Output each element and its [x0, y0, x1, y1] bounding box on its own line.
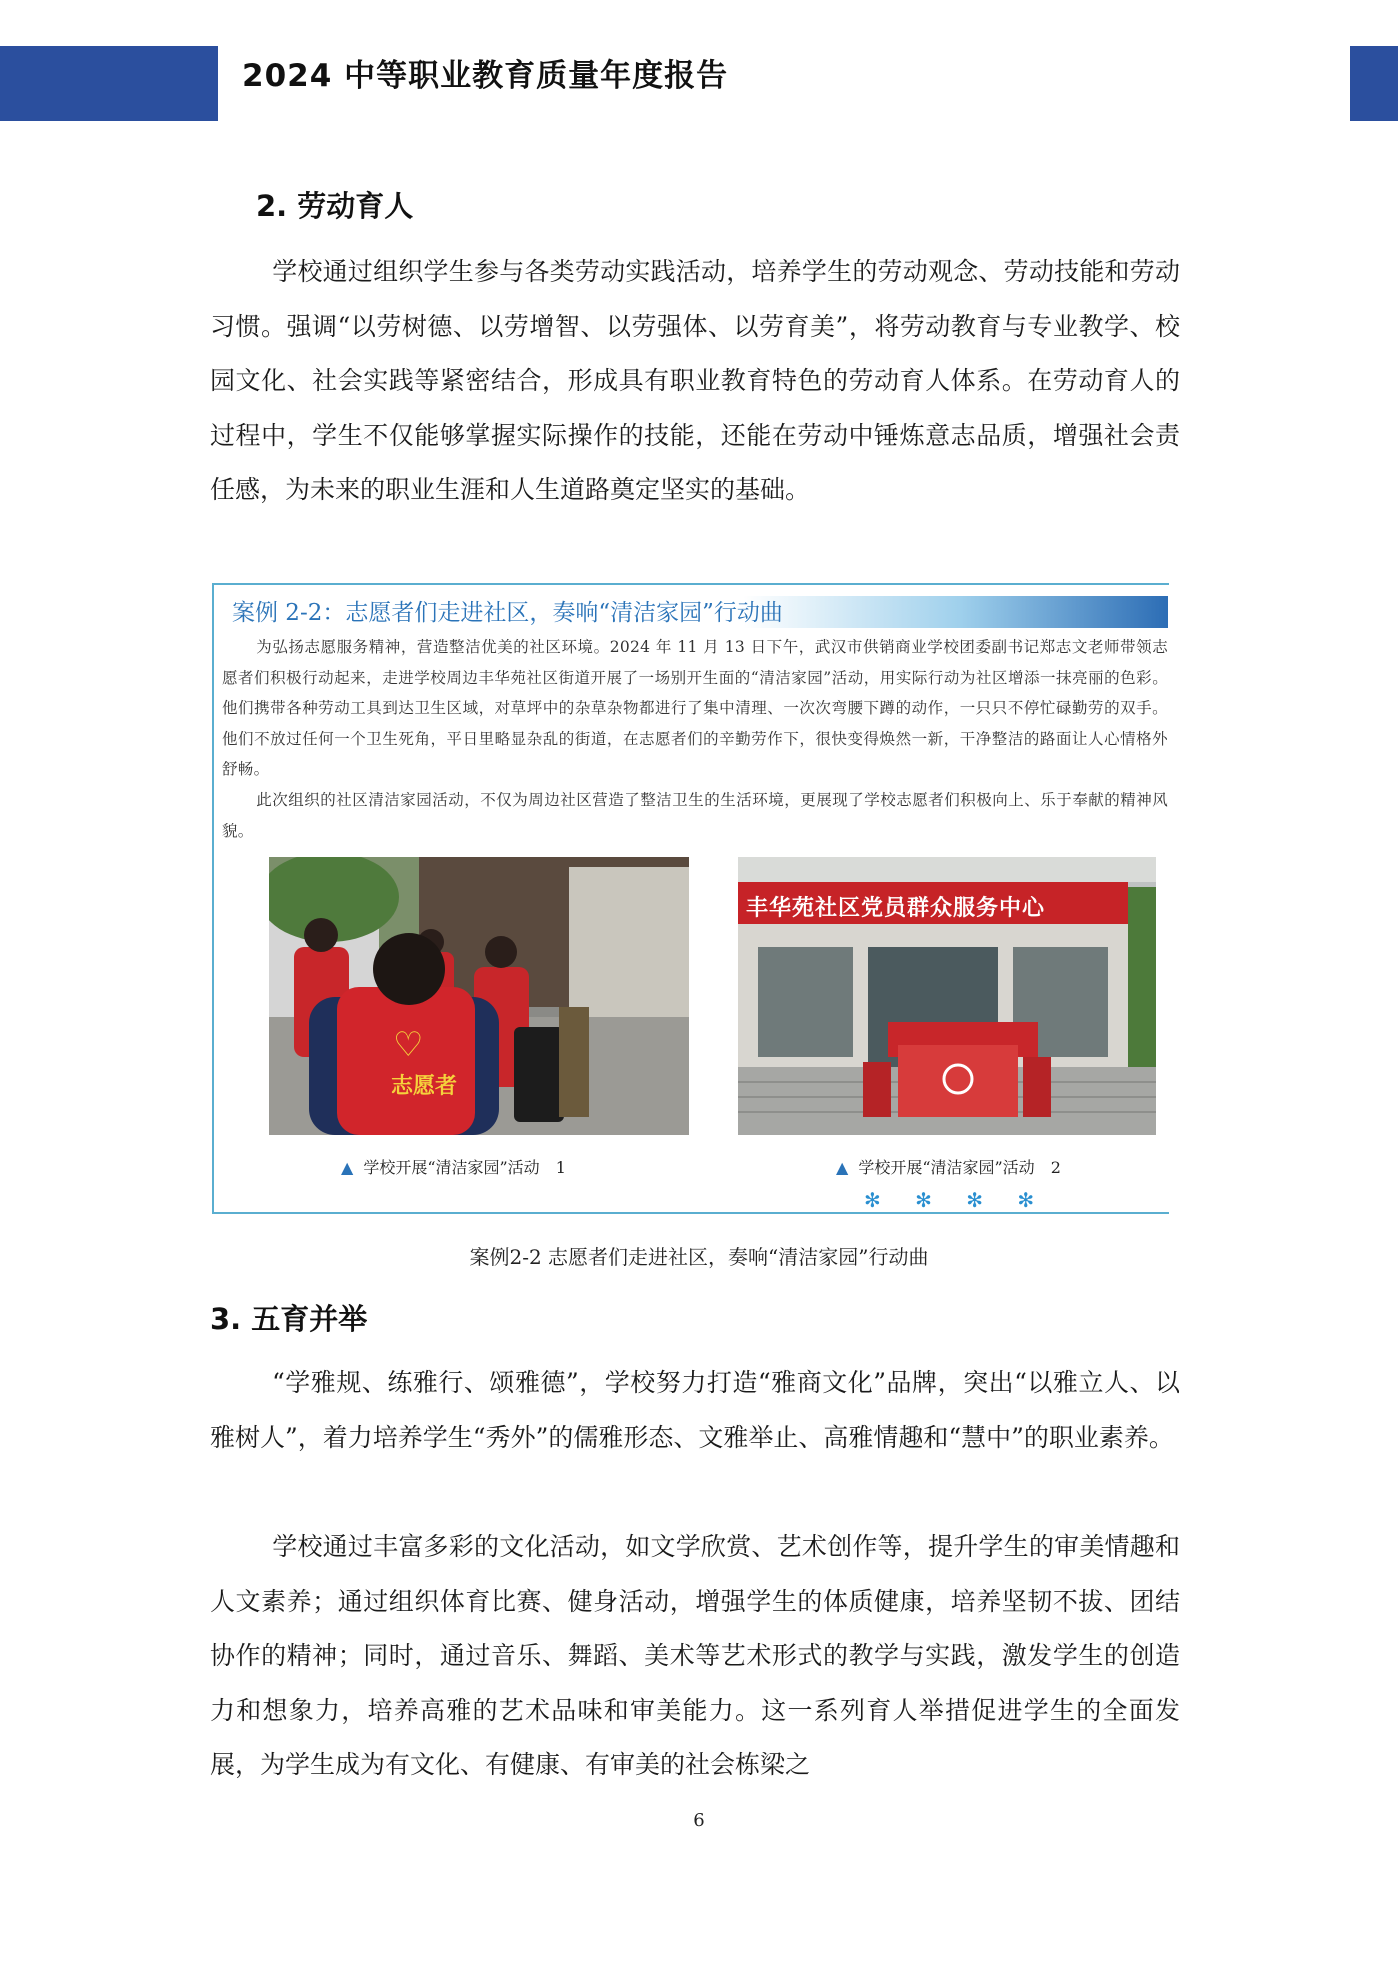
caption-text: 学校开展“清洁家园”活动 [363, 1158, 540, 1177]
section-heading-labor: 2. 劳动育人 [256, 189, 414, 223]
case-title: 案例 2-2：志愿者们走进社区，奏响“清洁家园”行动曲 [232, 600, 783, 626]
triangle-icon: ▲ [341, 1158, 354, 1177]
case-text: 此次组织的社区清洁家园活动，不仅为周边社区营造了整洁卫生的生活环境，更展现了学校志愿者们积极向上、乐于奉献的精神风貌。 [222, 791, 1168, 840]
triangle-icon: ▲ [836, 1158, 849, 1177]
report-title: 2024 中等职业教育质量年度报告 [242, 58, 729, 94]
section-paragraph [210, 245, 1180, 518]
section-heading-five-education: 3. 五育并举 [210, 1302, 368, 1336]
photo-caption-1 [341, 1155, 566, 1178]
paragraph-text: “学雅规、练雅行、颂雅德”，学校努力打造“雅商文化”品牌，突出“以雅立人、以雅树人”，着力培养学生“秀外”的儒雅形态、文雅举止、高雅情趣和“慧中”的职业素养。 [210, 1368, 1180, 1452]
decorative-snowflake-icons: ✻ ✻ ✻ ✻ [864, 1188, 1049, 1212]
section3-paragraph-2 [210, 1520, 1180, 1793]
photo-volunteers-cleaning [269, 857, 689, 1135]
vest-text: 志愿者 [391, 1073, 458, 1099]
paragraph-text: 学校通过组织学生参与各类劳动实践活动，培养学生的劳动观念、劳动技能和劳动习惯。强调“以劳树德、以劳增智、以劳强体、以劳育美”，将劳动教育与专业教学、校园文化、社会实践等紧密结合，形成具有职业教育特色的劳动育人体系。在劳动育人的过程中，学生不仅能够掌握实际操作的技能，还能在劳动中锤炼意志品质，增强社会责任感，为未来的职业生涯和人生道路奠定坚实的基础。 [210, 257, 1180, 504]
case-text: 为弘扬志愿服务精神，营造整洁优美的社区环境。2024 年 11 月 13 日下午，武汉市供销商业学校团委副书记郑志文老师带领志愿者们积极行动起来，走进学校周边丰华苑社区街道开展了一场别开生面的“清洁家园”活动，用实际行动为社区增添一抹亮丽的色彩。他们携带各种劳动工具到达卫生区域，对草坪中的杂草杂物都进行了集中清理、一次次弯腰下蹲的动作，一只只不停忙碌勤劳的双手。他们不放过任何一个卫生死角，平日里略显杂乱的街道，在志愿者们的辛勤劳作下，很快变得焕然一新，干净整洁的路面让人心情格外舒畅。 [222, 638, 1168, 778]
case-paragraph-1 [222, 632, 1168, 785]
paragraph-text: 学校通过丰富多彩的文化活动，如文学欣赏、艺术创作等，提升学生的审美情趣和人文素养；通过组织体育比赛、健身活动，增强学生的体质健康，培养坚韧不拔、团结协作的精神；同时，通过音乐、舞蹈、美术等艺术形式的教学与实践，激发学生的创造力和想象力，培养高雅的艺术品味和审美能力。这一系列育人举措促进学生的全面发展，为学生成为有文化、有健康、有审美的社会栋梁之 [210, 1532, 1180, 1779]
figure-caption: 案例2-2 志愿者们走进社区，奏响“清洁家园”行动曲 [469, 1245, 929, 1269]
page-number: 6 [693, 1810, 705, 1831]
header-accent-left [0, 46, 218, 121]
heart-logo-icon: ♡ [393, 1025, 424, 1065]
header-accent-right [1350, 46, 1398, 121]
community-center-sign: 丰华苑社区党员群众服务中心 [746, 896, 1046, 921]
section3-paragraph-1 [210, 1356, 1180, 1465]
caption-text: 学校开展“清洁家园”活动 [858, 1158, 1035, 1177]
photo-group-community-center [738, 857, 1156, 1135]
photo-volunteers-cleaning-art [269, 857, 689, 1135]
caption-number: 2 [1050, 1158, 1061, 1177]
caption-number: 1 [555, 1158, 566, 1177]
case-paragraph-2 [222, 785, 1168, 846]
photo-caption-2 [836, 1155, 1061, 1178]
